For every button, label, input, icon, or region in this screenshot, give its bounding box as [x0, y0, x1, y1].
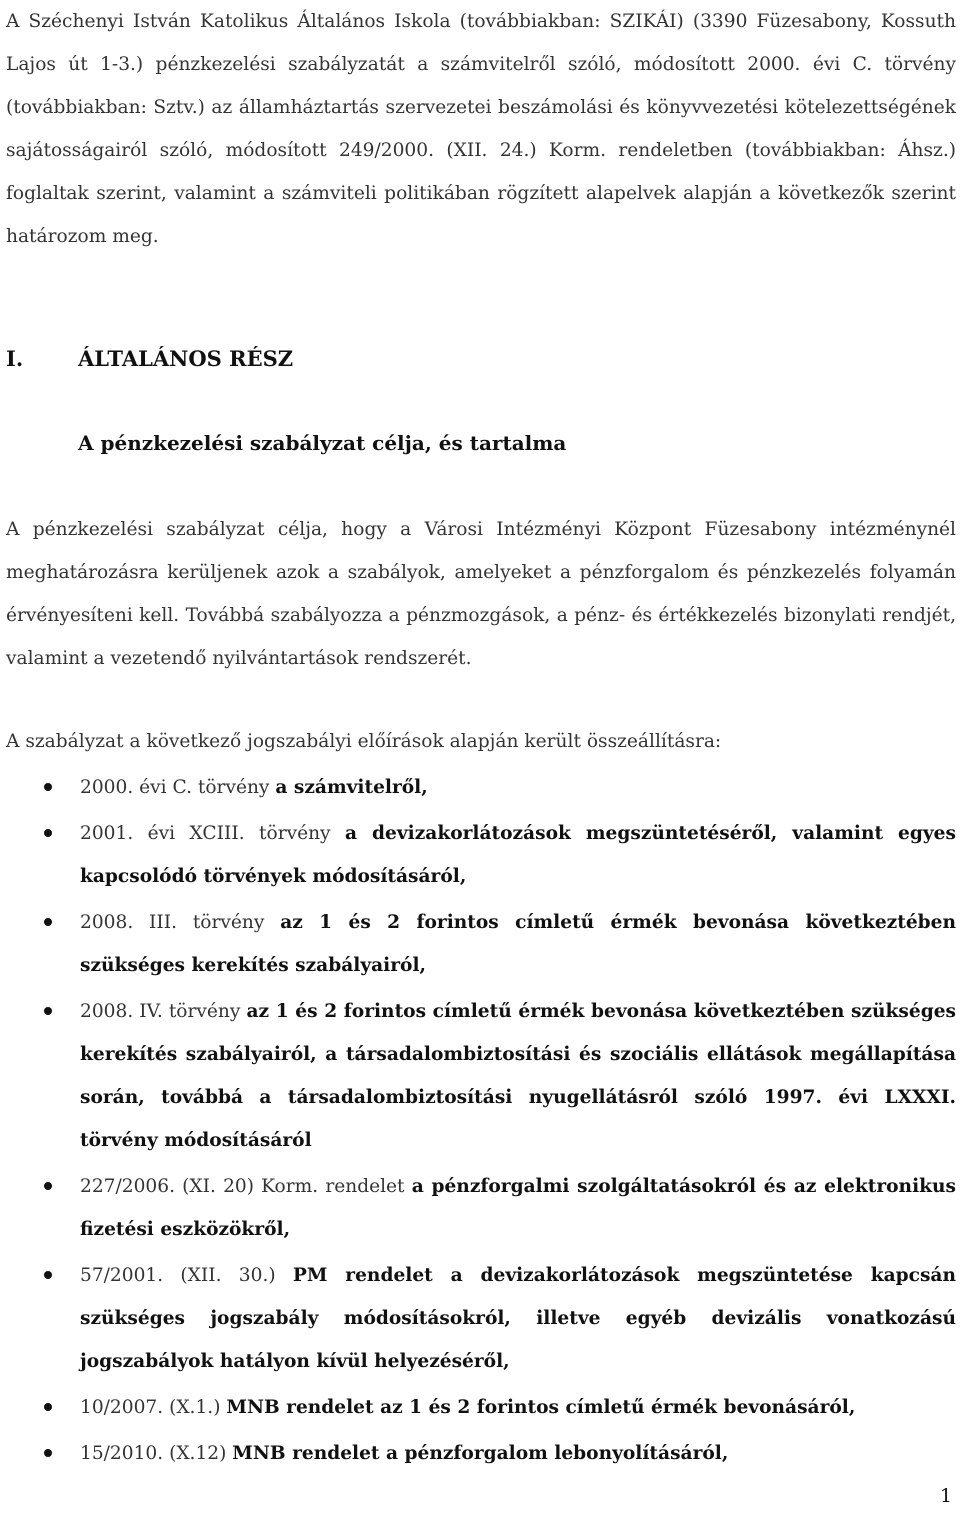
list-item [6, 901, 956, 987]
law-title: a devizakorlátozások megszüntetéséről, valamint egyes kapcsolódó törvények módosításáról, [80, 823, 956, 887]
law-title: MNB rendelet az 1 és 2 forintos címletű érmék bevonásáról, [226, 1397, 856, 1418]
law-title: az 1 és 2 forintos címletű érmék bevonása következtében szükséges kerekítés szabályairól, [80, 912, 957, 976]
intro-paragraph: A Széchenyi István Katolikus Általános Iskola (továbbiakban: SZIKÁI) (3390 Füzesabony, Kossuth Lajos út 1-3.) pénzkezelési szabályzatát a számvitelről szóló, módosított 2000. évi C. törvény (továbbiakban: Sztv.) az államháztartás szervezetei beszámolási és könyvvezetési kötelezettségének sajátosságairól szóló, módosított 249/2000. (XII. 24.) Korm. rendeletben (továbbiakban: Áhsz.) foglaltak szerint, valamint a számviteli politikában rögzített alapelvek alapján a következők szerint határozom meg. [6, 11, 956, 247]
purpose-paragraph: A pénzkezelési szabályzat célja, hogy a Városi Intézményi Központ Füzesabony intézménynél meghatározásra kerüljenek azok a szabályok, amelyeket a pénzforgalom és pénzkezelés folyamán érvényesíteni kell. Továbbá szabályozza a pénzmozgások, a pénz- és értékkezelés bizonylati rendjét, valamint a vezetendő nyilvántartások rendszerét. [6, 519, 956, 669]
bullet-icon [44, 1271, 52, 1279]
law-reference: 2008. IV. törvény [80, 1001, 247, 1022]
list-item [6, 1254, 956, 1383]
bullet-icon [44, 1449, 52, 1457]
list-item [6, 766, 956, 809]
law-reference: 227/2006. (XI. 20) Korm. rendelet [80, 1176, 412, 1197]
section-number: I. [6, 346, 24, 371]
law-reference: 2008. III. törvény [80, 912, 281, 933]
list-item [6, 1165, 956, 1251]
bullet-icon [44, 1182, 52, 1190]
page-number: 1 [940, 1486, 952, 1507]
law-list [6, 766, 956, 1478]
law-title: az 1 és 2 forintos címletű érmék bevonása következtében szükséges kerekítés szabályairól, a társadalombiztosítási és szociális ellátások megállapítása során, továbbá a társadalombiztosítási nyugellátásról szóló 1997. évi LXXXI. törvény módosításáról [80, 1001, 957, 1151]
law-title: a pénzforgalmi szolgáltatásokról és az elektronikus fizetési eszközökről, [80, 1176, 956, 1240]
list-item [6, 990, 956, 1162]
list-item [6, 1432, 956, 1475]
bullet-icon [44, 1403, 52, 1411]
law-reference: 2000. évi C. törvény [80, 777, 276, 798]
subheading: A pénzkezelési szabályzat célja, és tartalma [78, 431, 567, 455]
section-title: ÁLTALÁNOS RÉSZ [78, 346, 294, 371]
bullet-icon [44, 783, 52, 791]
law-reference: 57/2001. (XII. 30.) [80, 1265, 293, 1286]
bullet-icon [44, 1007, 52, 1015]
law-title: a számvitelről, [275, 777, 428, 798]
law-title: PM rendelet a devizakorlátozások megszüntetése kapcsán szükséges jogszabály módosításokról, illetve egyéb devizális vonatkozású jogszabályok hatályon kívül helyezéséről, [80, 1265, 956, 1372]
law-reference: 2001. évi XCIII. törvény [80, 823, 345, 844]
law-reference: 15/2010. (X.12) [80, 1443, 233, 1464]
list-intro: A szabályzat a következő jogszabályi előírások alapján került összeállításra: [6, 731, 722, 752]
bullet-icon [44, 918, 52, 926]
list-item [6, 1386, 956, 1429]
section-heading [6, 337, 293, 380]
law-reference: 10/2007. (X.1.) [80, 1397, 227, 1418]
law-title: MNB rendelet a pénzforgalom lebonyolításáról, [232, 1443, 729, 1464]
bullet-icon [44, 829, 52, 837]
list-item [6, 812, 956, 898]
